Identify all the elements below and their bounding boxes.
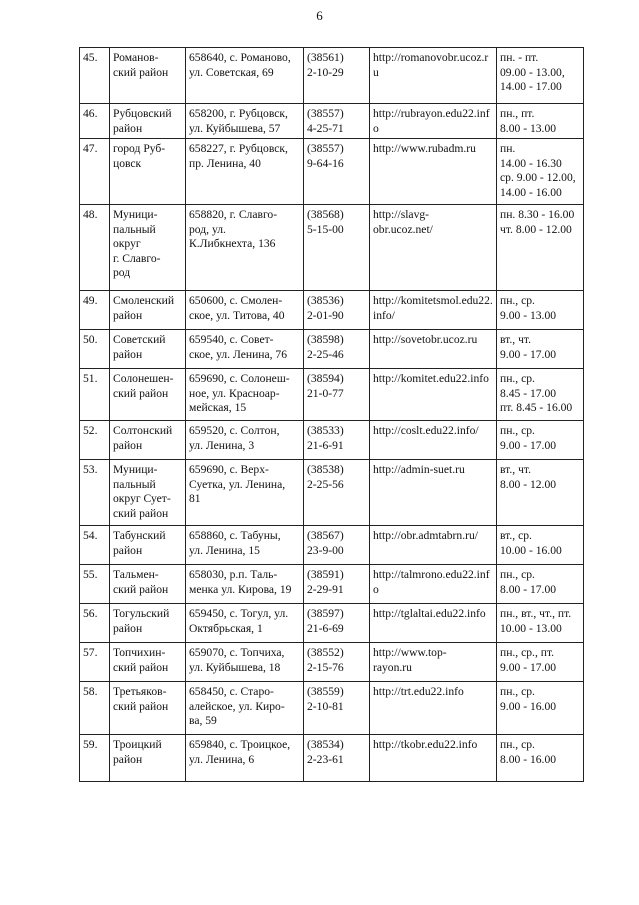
district-name-cell — [110, 48, 186, 104]
district-name: Тальмен- ский район — [113, 568, 169, 596]
website-link[interactable]: http://www.rubadm.ru — [373, 142, 476, 155]
address: 658450, с. Старо- алейское, ул. Киро- ва, 59 — [189, 685, 285, 727]
address-cell — [186, 735, 304, 782]
district-name-cell — [110, 460, 186, 526]
district-name: Рубцовский район — [113, 107, 172, 135]
reception-hours: пн., ср., пт. 9.00 - 17.00 — [500, 646, 557, 674]
row-number: 49. — [83, 294, 98, 307]
reception-hours: пн., вт., чт., пт. 10.00 - 13.00 — [500, 607, 572, 635]
phone-cell — [304, 565, 370, 604]
reception-hours-cell — [497, 205, 584, 291]
address-cell — [186, 205, 304, 291]
address-cell — [186, 369, 304, 421]
phone: (38559) 2-10-81 — [307, 685, 344, 713]
row-number: 50. — [83, 333, 98, 346]
website-link-cell — [370, 421, 497, 460]
phone-cell — [304, 526, 370, 565]
district-name: Советский район — [113, 333, 166, 361]
row-number-cell — [80, 48, 110, 104]
district-name-cell — [110, 330, 186, 369]
website-link[interactable]: http://admin-suet.ru — [373, 463, 465, 476]
website-link[interactable]: http://komitet.edu22.info — [373, 372, 489, 385]
district-name: город Руб- цовск — [113, 142, 166, 170]
table-body — [80, 48, 584, 782]
address: 659690, с. Верх- Суетка, ул. Ленина, 81 — [189, 463, 286, 505]
reception-hours-cell — [497, 735, 584, 782]
row-number: 48. — [83, 208, 98, 221]
address-cell — [186, 330, 304, 369]
row-number-cell — [80, 104, 110, 139]
phone: (38568) 5-15-00 — [307, 208, 344, 236]
district-name-cell — [110, 421, 186, 460]
district-name: Муници- пальный округ Сует- ский район — [113, 463, 171, 520]
district-name-cell — [110, 643, 186, 682]
phone-cell — [304, 421, 370, 460]
reception-hours: пн., ср. 9.00 - 17.00 — [500, 424, 557, 452]
district-name-cell — [110, 526, 186, 565]
row-number: 57. — [83, 646, 98, 659]
table-row — [80, 48, 584, 104]
table-row — [80, 369, 584, 421]
district-name-cell — [110, 565, 186, 604]
row-number-cell — [80, 205, 110, 291]
reception-hours: пн., ср. 9.00 - 16.00 — [500, 685, 557, 713]
district-name-cell — [110, 139, 186, 205]
phone-cell — [304, 369, 370, 421]
row-number-cell — [80, 330, 110, 369]
district-name: Третьяков- ский район — [113, 685, 169, 713]
address: 659540, с. Совет- ское, ул. Ленина, 76 — [189, 333, 288, 361]
phone-cell — [304, 48, 370, 104]
reception-hours-cell — [497, 48, 584, 104]
phone: (38536) 2-01-90 — [307, 294, 344, 322]
reception-hours: пн. - пт. 09.00 - 13.00, 14.00 - 17.00 — [500, 51, 565, 93]
district-name: Солтонский район — [113, 424, 173, 452]
website-link-cell — [370, 526, 497, 565]
reception-hours-cell — [497, 330, 584, 369]
address-cell — [186, 682, 304, 735]
phone: (38594) 21-0-77 — [307, 372, 344, 400]
phone: (38533) 21-6-91 — [307, 424, 344, 452]
row-number: 47. — [83, 142, 98, 155]
table-row — [80, 139, 584, 205]
address-cell — [186, 48, 304, 104]
row-number: 55. — [83, 568, 98, 581]
website-link[interactable]: http://tglaltai.edu22.info — [373, 607, 486, 620]
website-link[interactable]: http://komitetsmol.edu22.info/ — [373, 294, 493, 322]
address: 658640, с. Романово, ул. Советская, 69 — [189, 51, 291, 79]
website-link[interactable]: http://trt.edu22.info — [373, 685, 464, 698]
reception-hours: вт., ср. 10.00 - 16.00 — [500, 529, 562, 557]
phone-cell — [304, 291, 370, 330]
address-cell — [186, 421, 304, 460]
address: 659070, с. Топчиха, ул. Куйбышева, 18 — [189, 646, 285, 674]
website-link[interactable]: http://rubrayon.edu22.info — [373, 107, 490, 135]
table-row — [80, 604, 584, 643]
row-number-cell — [80, 643, 110, 682]
reception-hours-cell — [497, 291, 584, 330]
address: 659520, с. Солтон, ул. Ленина, 3 — [189, 424, 280, 452]
phone: (38561) 2-10-29 — [307, 51, 344, 79]
reception-hours-cell — [497, 682, 584, 735]
website-link[interactable]: http://slavg- obr.ucoz.net/ — [373, 208, 433, 236]
website-link-cell — [370, 205, 497, 291]
row-number: 56. — [83, 607, 98, 620]
phone: (38552) 2-15-76 — [307, 646, 344, 674]
phone: (38557) 4-25-71 — [307, 107, 344, 135]
table-row — [80, 565, 584, 604]
phone-cell — [304, 735, 370, 782]
reception-hours: пн., пт. 8.00 - 13.00 — [500, 107, 557, 135]
website-link-cell — [370, 139, 497, 205]
district-name: Тогульский район — [113, 607, 170, 635]
address: 658820, г. Славго- род, ул. К.Либкнехта, 136 — [189, 208, 278, 250]
row-number: 45. — [83, 51, 98, 64]
website-link-cell — [370, 330, 497, 369]
reception-hours-cell — [497, 604, 584, 643]
website-link[interactable]: http://talmrono.edu22.info — [373, 568, 490, 596]
website-link-cell — [370, 48, 497, 104]
table-row — [80, 330, 584, 369]
website-link[interactable]: http://romanovobr.ucoz.ru — [373, 51, 489, 79]
row-number: 59. — [83, 738, 98, 751]
website-link-cell — [370, 604, 497, 643]
row-number: 54. — [83, 529, 98, 542]
reception-hours: пн., ср. 8.00 - 16.00 — [500, 738, 557, 766]
phone-cell — [304, 330, 370, 369]
table-row — [80, 291, 584, 330]
table-row — [80, 205, 584, 291]
reception-hours: пн. 8.30 - 16.00 чт. 8.00 - 12.00 — [500, 208, 575, 236]
address-cell — [186, 291, 304, 330]
row-number-cell — [80, 460, 110, 526]
district-name-cell — [110, 604, 186, 643]
reception-hours: пн., ср. 8.00 - 17.00 — [500, 568, 557, 596]
district-contacts-table — [79, 47, 584, 782]
page-number: 6 — [316, 8, 323, 23]
address: 658030, р.п. Таль- менка ул. Кирова, 19 — [189, 568, 292, 596]
website-link-cell — [370, 369, 497, 421]
district-name: Муници- пальный округ г. Славго- род — [113, 208, 161, 279]
table-row — [80, 104, 584, 139]
address: 659450, с. Тогул, ул. Октябрьская, 1 — [189, 607, 289, 635]
website-link[interactable]: http://tkobr.edu22.info — [373, 738, 478, 751]
address: 659840, с. Троицкое, ул. Ленина, 6 — [189, 738, 291, 766]
row-number-cell — [80, 604, 110, 643]
reception-hours-cell — [497, 139, 584, 205]
reception-hours-cell — [497, 421, 584, 460]
table-row — [80, 460, 584, 526]
district-name: Топчихин- ский район — [113, 646, 169, 674]
district-name-cell — [110, 104, 186, 139]
district-name: Троицкий район — [113, 738, 162, 766]
district-name-cell — [110, 205, 186, 291]
row-number-cell — [80, 526, 110, 565]
reception-hours: пн., ср. 9.00 - 13.00 — [500, 294, 557, 322]
phone-cell — [304, 682, 370, 735]
district-name: Табунский район — [113, 529, 166, 557]
reception-hours-cell — [497, 526, 584, 565]
district-name: Смоленский район — [113, 294, 175, 322]
reception-hours: пн., ср. 8.45 - 17.00 пт. 8.45 - 16.00 — [500, 372, 573, 414]
row-number: 46. — [83, 107, 98, 120]
address: 650600, с. Смолен- ское, ул. Титова, 40 — [189, 294, 285, 322]
district-name-cell — [110, 291, 186, 330]
phone-cell — [304, 139, 370, 205]
address-cell — [186, 104, 304, 139]
website-link-cell — [370, 460, 497, 526]
district-name-cell — [110, 369, 186, 421]
website-link-cell — [370, 735, 497, 782]
reception-hours: вт., чт. 9.00 - 17.00 — [500, 333, 557, 361]
phone: (38538) 2-25-56 — [307, 463, 344, 491]
phone-cell — [304, 643, 370, 682]
address-cell — [186, 565, 304, 604]
phone: (38567) 23-9-00 — [307, 529, 344, 557]
row-number-cell — [80, 735, 110, 782]
address: 658200, г. Рубцовск, ул. Куйбышева, 57 — [189, 107, 288, 135]
address: 658860, с. Табуны, ул. Ленина, 15 — [189, 529, 281, 557]
row-number-cell — [80, 139, 110, 205]
phone: (38557) 9-64-16 — [307, 142, 344, 170]
row-number-cell — [80, 291, 110, 330]
website-link[interactable]: http://obr.admtabrn.ru/ — [373, 529, 478, 542]
phone-cell — [304, 460, 370, 526]
address-cell — [186, 643, 304, 682]
phone-cell — [304, 604, 370, 643]
phone: (38598) 2-25-46 — [307, 333, 344, 361]
district-name-cell — [110, 682, 186, 735]
website-link-cell — [370, 643, 497, 682]
row-number: 51. — [83, 372, 98, 385]
website-link[interactable]: http://www.top- rayon.ru — [373, 646, 447, 674]
reception-hours: пн. 14.00 - 16.30 ср. 9.00 - 12.00, 14.00 - 16.00 — [500, 142, 576, 199]
row-number-cell — [80, 369, 110, 421]
reception-hours-cell — [497, 369, 584, 421]
table-row — [80, 682, 584, 735]
phone: (38534) 2-23-61 — [307, 738, 344, 766]
address: 659690, с. Солонеш- ное, ул. Красноар- мейская, 15 — [189, 372, 290, 414]
address: 658227, г. Рубцовск, пр. Ленина, 40 — [189, 142, 288, 170]
website-link[interactable]: http://sovetobr.ucoz.ru — [373, 333, 478, 346]
row-number: 53. — [83, 463, 98, 476]
phone-cell — [304, 104, 370, 139]
address-cell — [186, 460, 304, 526]
table-row — [80, 735, 584, 782]
row-number: 58. — [83, 685, 98, 698]
district-name-cell — [110, 735, 186, 782]
district-name: Романов- ский район — [113, 51, 169, 79]
phone: (38597) 21-6-69 — [307, 607, 344, 635]
row-number-cell — [80, 565, 110, 604]
website-link-cell — [370, 291, 497, 330]
reception-hours: вт., чт. 8.00 - 12.00 — [500, 463, 557, 491]
address-cell — [186, 139, 304, 205]
website-link-cell — [370, 682, 497, 735]
website-link-cell — [370, 565, 497, 604]
district-name: Солонешен- ский район — [113, 372, 174, 400]
table-row — [80, 643, 584, 682]
phone-cell — [304, 205, 370, 291]
reception-hours-cell — [497, 643, 584, 682]
address-cell — [186, 604, 304, 643]
website-link[interactable]: http://coslt.edu22.info/ — [373, 424, 479, 437]
phone: (38591) 2-29-91 — [307, 568, 344, 596]
table-row — [80, 526, 584, 565]
reception-hours-cell — [497, 565, 584, 604]
website-link-cell — [370, 104, 497, 139]
row-number-cell — [80, 421, 110, 460]
row-number-cell — [80, 682, 110, 735]
table-row — [80, 421, 584, 460]
row-number: 52. — [83, 424, 98, 437]
address-cell — [186, 526, 304, 565]
reception-hours-cell — [497, 460, 584, 526]
reception-hours-cell — [497, 104, 584, 139]
